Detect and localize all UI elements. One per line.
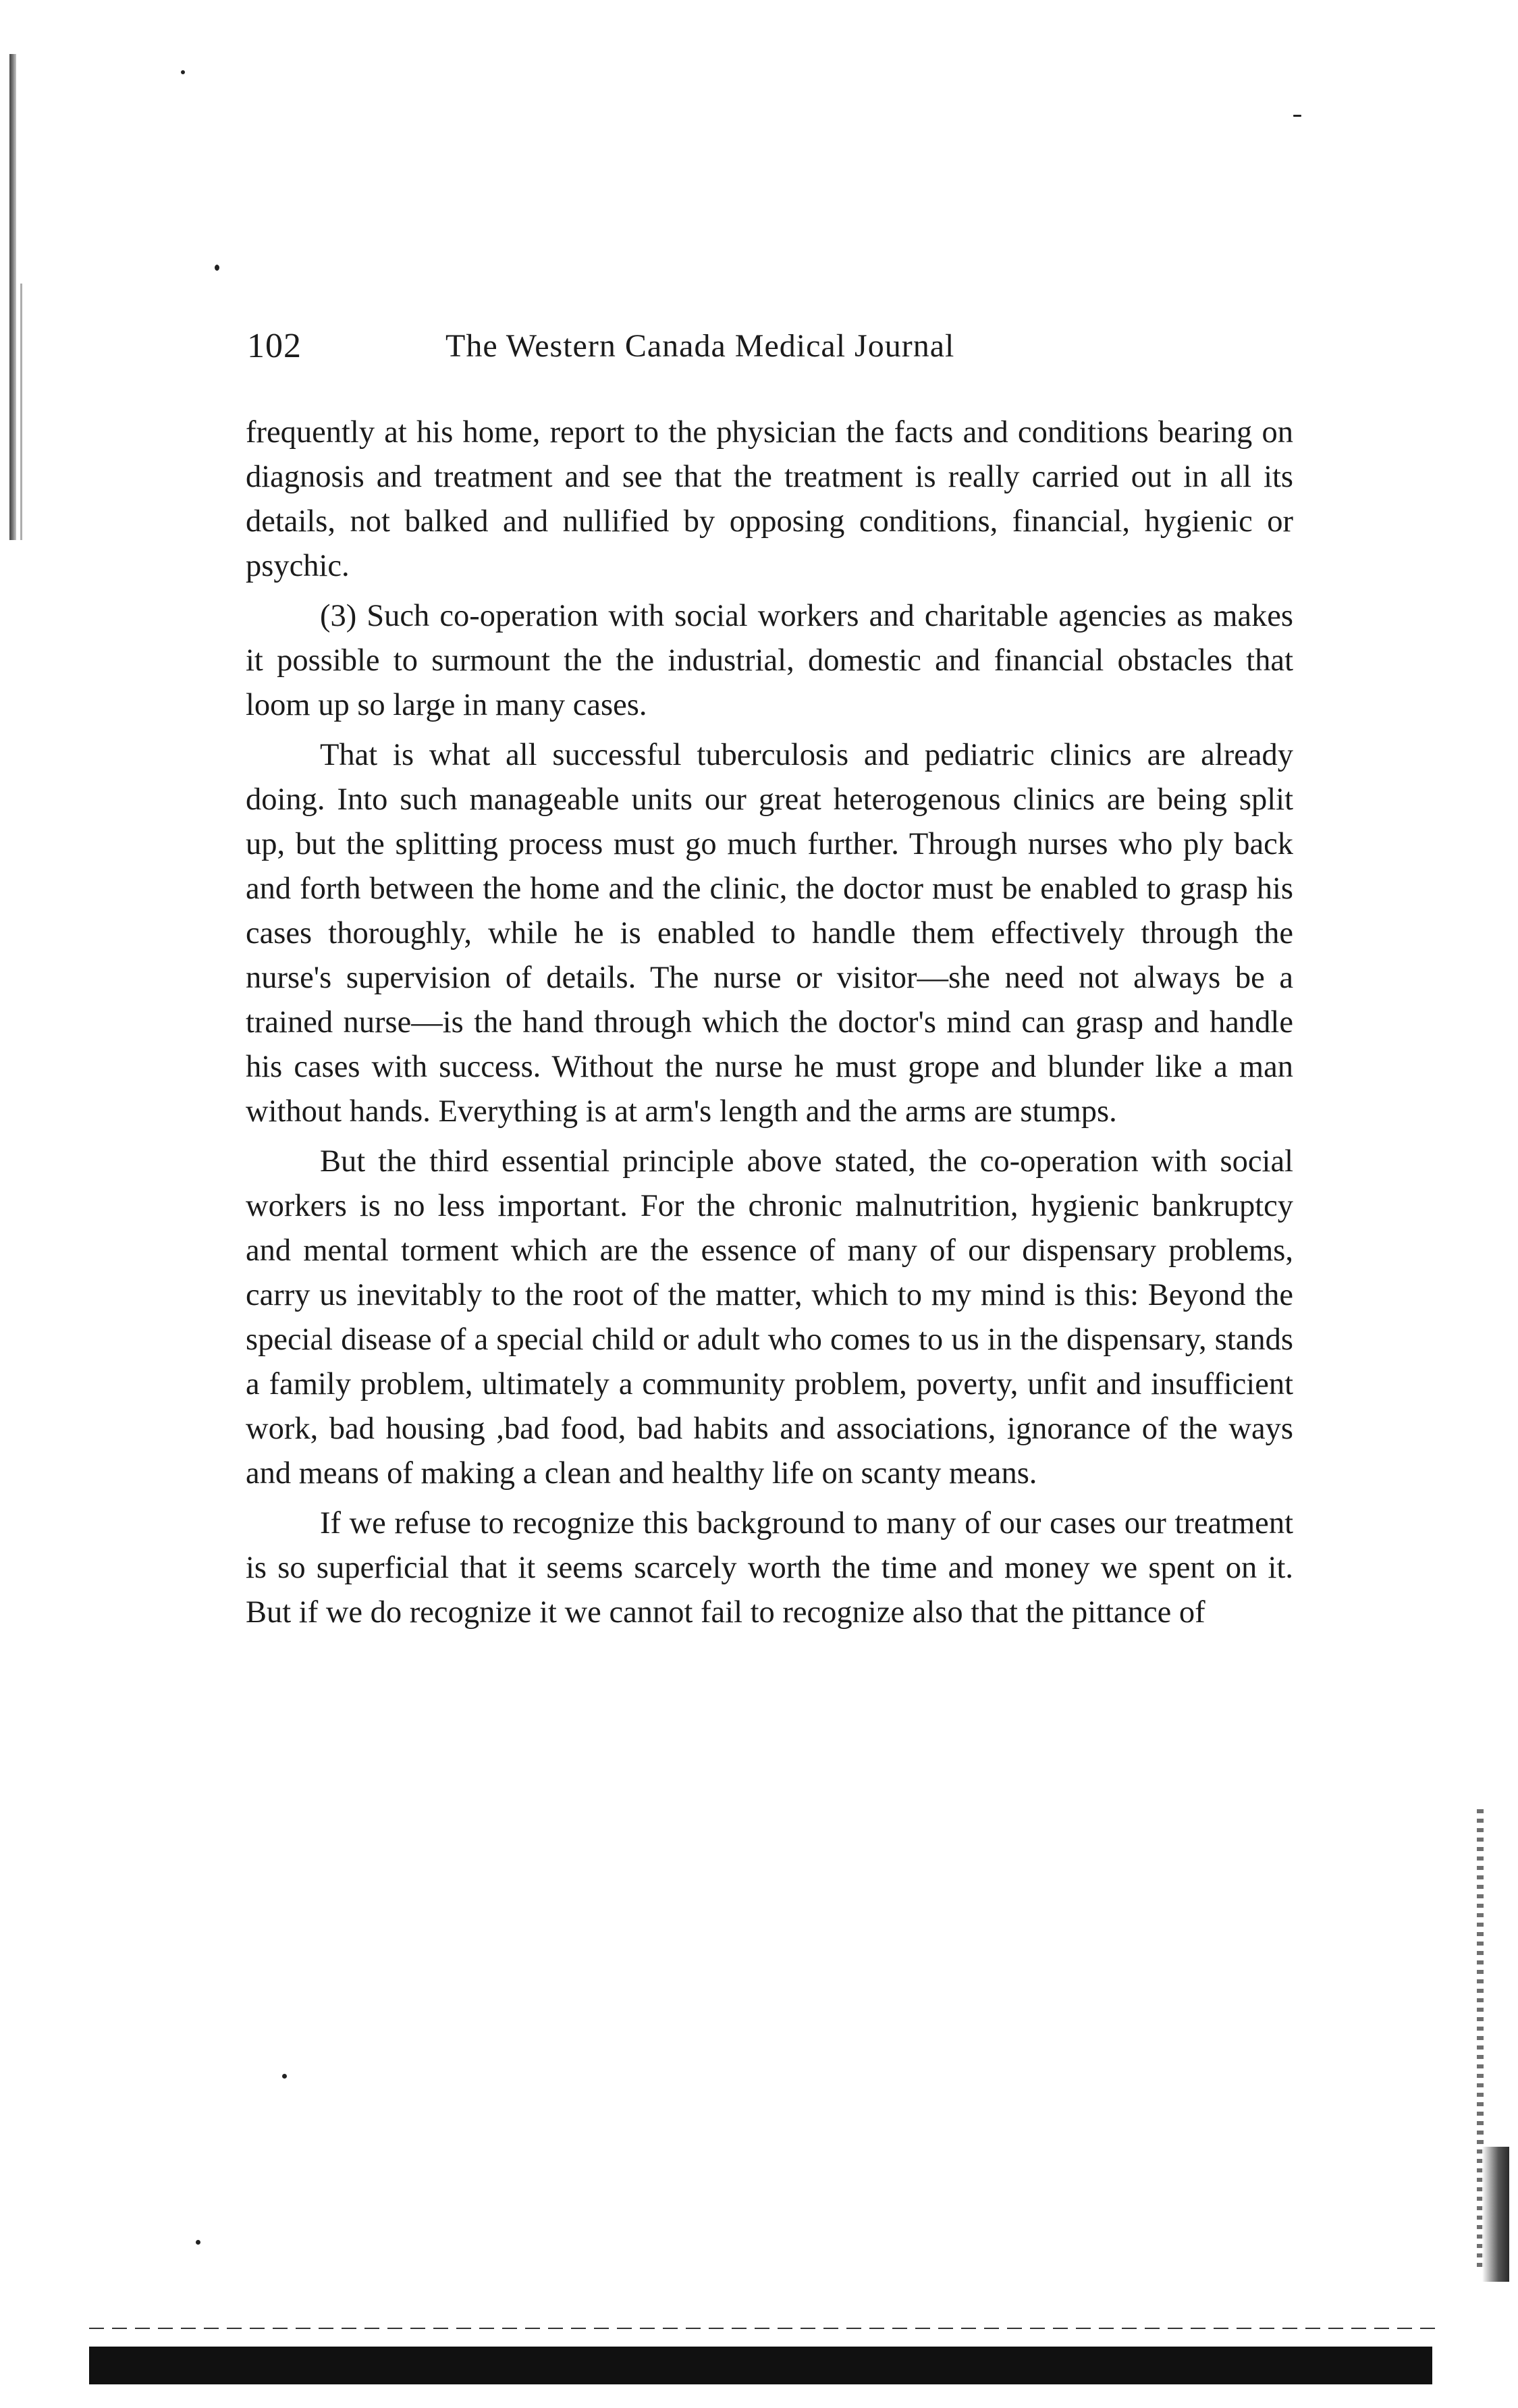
paragraph: If we refuse to recognize this background to many of our cases our treatment is so superficial that it seems scarcely worth the time and money we spent on it. But if we do recognize it we cannot fail to recognize also that the pittance of bbox=[246, 1506, 1293, 1630]
speck bbox=[215, 265, 219, 271]
body-text bbox=[246, 410, 1293, 1640]
paragraph: (3) Such co-operation with social workers and charitable agencies as makes it possible to surmount the the industrial, domestic and financial obstacles that loom up so large in many cases. bbox=[246, 599, 1293, 722]
left-binding-shadow bbox=[9, 54, 16, 540]
bottom-dashed-line bbox=[89, 2328, 1439, 2329]
speck bbox=[282, 2074, 287, 2079]
page-header bbox=[247, 323, 1300, 370]
speck bbox=[181, 70, 185, 74]
right-edge-shadow bbox=[1482, 2147, 1509, 2282]
paragraph: frequently at his home, report to the physician the facts and conditions bearing on diagnosis and treatment and see that the treatment is really carried out in all its details, not balked and nullified by opposing conditions, financial, hygienic or psychic. bbox=[246, 415, 1293, 583]
paragraph: But the third essential principle above stated, the co-operation with social workers is no less important. For the chronic malnutrition, hygienic bankruptcy and mental torment which are the essence of many of our dispensary problems, carry us inevitably to the root of the matter, which to my mind is this: Beyond the special disease of a special child or adult who comes to us in the dispensary, stands a family problem, ultimately a community problem, poverty, unfit and insufficient work, bad housing ,bad food, bad habits and associations, ignorance of the ways and means of making a clean and healthy life on scanty means. bbox=[246, 1144, 1293, 1491]
running-title: The Western Canada Medical Journal bbox=[445, 328, 955, 364]
left-edge-line bbox=[20, 284, 22, 540]
paragraph: That is what all successful tuberculosis and pediatric clinics are already doing. Into such manageable units our great heterogenous clinics are being split up, but the splitting process must go much further. Through nurses who ply back and forth between the home and the clinic, the doctor must be enabled to grasp his cases thoroughly, while he is enabled to handle them effectively through the nurse's supervision of details. The nurse or visitor—she need not always be a trained nurse—is the hand through which the doctor's mind can grasp and handle his cases with success. Without the nurse he must grope and blunder like a man without hands. Everything is at arm's length and the arms are stumps. bbox=[246, 738, 1293, 1129]
speck bbox=[196, 2240, 200, 2245]
bottom-scan-bar bbox=[89, 2347, 1432, 2384]
page-number: 102 bbox=[247, 327, 302, 365]
speck bbox=[1293, 115, 1301, 117]
